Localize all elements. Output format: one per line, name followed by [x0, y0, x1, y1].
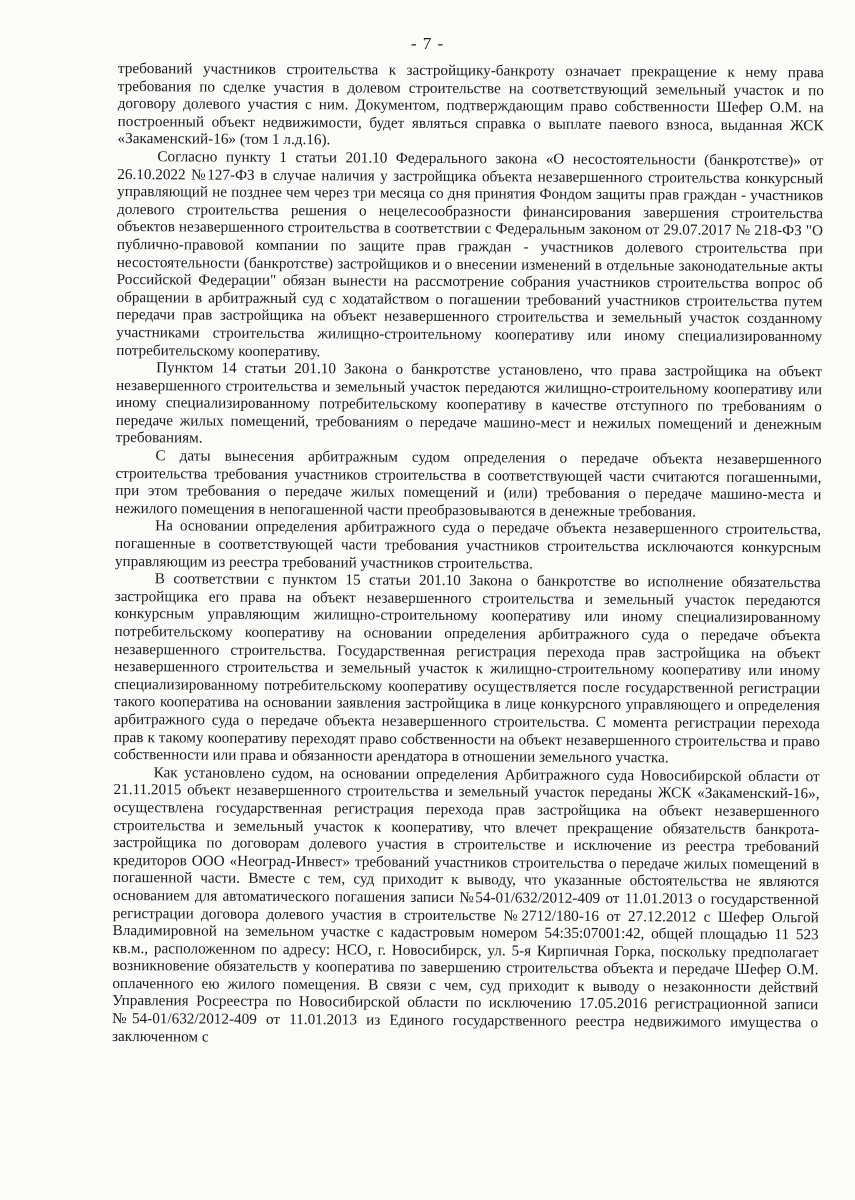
document-body [112, 60, 824, 1050]
paragraph: Пунктом 14 статьи 201.10 Закона о банкротстве установлено, что права застройщика на объект незавершенного строительства и земельный участок передаются жилищно-строительному кооперативу или иному специализированному потребительскому кооперативу в качестве отступного по требованиям о передаче жилых помещений, требованиям о передаче машино-мест и нежилых помещений и денежным требованиям. [115, 359, 823, 447]
page-number: - 7 - [410, 34, 445, 53]
paragraph: На основании определения арбитражного суда о передаче объекта незавершенного строительства, погашенные в соответствующей части требования участников строительства исключаются конкурсным управляющим из реестра требований участников строительства. [114, 517, 822, 573]
paragraph: Согласно пункту 1 статьи 201.10 Федерального закона «О несостоятельности (банкротстве)» от 26.10.2022 №127-ФЗ в случае наличия у застройщика объекта незавершенного строительства конкурсный управляющий не позднее чем через три месяца со дня принятия Фондом защиты прав граждан - участников долевого строительства решения о нецелесообразности финансирования завершения строительства объектов незавершенного строительства в соответствии с Федеральным законом от 29.07.2017 № 218-ФЗ "О публично-правовой компании по защите прав граждан - участников долевого строительства при несостоятельности (банкротстве) застройщиков и о внесении изменений в отдельные законодательные акты Российской Федерации" обязан вынести на рассмотрение собрания участников строительства вопрос об обращении в арбитражный суд с ходатайством о погашении требований участников строительства путем передачи прав застройщика на объект незавершенного строительства и земельный участок созданному участниками строительства жилищно-строительному кооперативу или иному специализированному потребительскому кооперативу. [116, 148, 824, 360]
paragraph: С даты вынесения арбитражным судом определения о передаче объекта незавершенного строительства требования участников строительства в соответствующей части считаются погашенными, при этом требования о передаче жилых помещений и (или) требования о передаче машино-места и нежилого помещения в непогашенной части преобразовываются в денежные требования. [115, 447, 822, 521]
paragraph-continuation: требований участников строительства к застройщику-банкроту означает прекращение к нему права требования по сделке участия в долевом строительстве на соответствующий земельный участок и по договору долевого участия с ним. Документом, подтверждающим право собственности Шефер О.М. на построенный объект недвижимости, будет являться справка о выплате паевого взноса, выданная ЖСК «Закаменский-16» (том 1 л.д.16). [117, 60, 824, 149]
paragraph: Как установлено судом, на основании определения Арбитражного суда Новосибирской области от 21.11.2015 объект незавершенного строительства и земельный участок переданы ЖСК «Закаменский-16», осуществлена государственная регистрация перехода прав застройщика на объект незавершенного строительства и земельный участок к кооперативу, что влечет прекращение обязательств банкрота-застройщика по договорам долевого участия в строительстве и исключение из реестра требований кредиторов ООО «Неоград-Инвест» требований участников строительства о передаче жилых помещений в погашенной части. Вместе с тем, суд приходит к выводу, что указанные обстоятельства не являются основанием для автоматического погашения записи №54-01/632/2012-409 от 11.01.2013 о государственной регистрации договора долевого участия в строительстве №2712/180-16 от 27.12.2012 с Шефер Ольгой Владимировной на земельном участке с кадастровым номером 54:35:07001:42, общей площадью 11 523 кв.м., расположенном по адресу: НСО, г. Новосибирск, ул. 5-я Кирпичная Горка, поскольку предполагает возникновение обязательств у кооператива по завершению строительства объекта и передаче Шефер О.М. оплаченного ею жилого помещения. В связи с чем, суд приходит к выводу о незаконности действий Управления Росреестра по Новосибирской области по исключению 17.05.2016 регистрационной записи №54-01/632/2012-409 от 11.01.2013 из Единого государственного реестра недвижимого имущества о заключенном с [111, 763, 820, 1046]
paragraph: В соответствии с пунктом 15 статьи 201.10 Закона о банкротстве во исполнение обязательства застройщика его права на объект незавершенного строительства и земельный участок передаются конкурсным управляющим жилищно-строительному кооперативу или иному специализированному потребительскому кооперативу на основании определения арбитражного суда о передаче объекта незавершенного строительства. Государственная регистрация перехода прав застройщика на объект незавершенного строительства и земельный участок к жилищно-строительному кооперативу или иному специализированному потребительскому кооперативу осуществляется после государственной регистрации такого кооператива на основании заявления застройщика в лице конкурсного управляющего и определения арбитражного суда о передаче объекта незавершенного строительства. С момента регистрации перехода прав к такому кооперативу переходят право собственности на объект незавершенного строительства и право собственности или права и обязанности арендатора в отношении земельного участка. [113, 570, 821, 767]
